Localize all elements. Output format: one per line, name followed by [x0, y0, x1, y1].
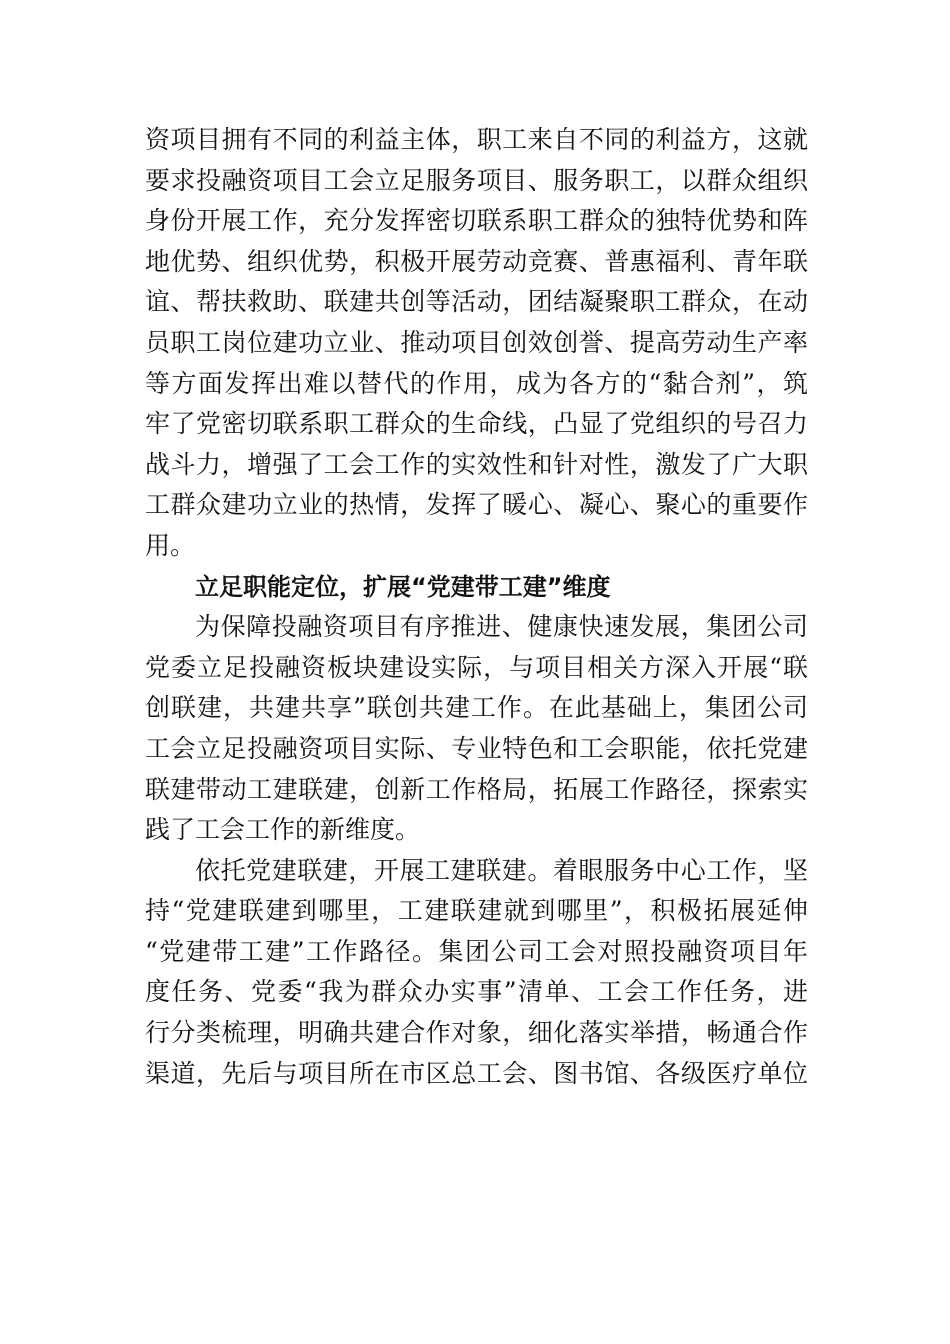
paragraph-line: 行分类梳理，明确共建合作对象，细化落实举措，畅通合作: [145, 1018, 808, 1048]
section-heading: 立足职能定位，扩展“党建带工建”维度: [195, 572, 611, 601]
paragraph-line: 持“党建联建到哪里，工建联建就到哪里”，积极拓展延伸: [145, 896, 808, 926]
paragraph-line: 资项目拥有不同的利益主体，职工来自不同的利益方，这就: [145, 125, 808, 154]
paragraph-line: 战斗力，增强了工会工作的实效性和针对性，激发了广大职: [145, 449, 808, 479]
paragraph-1: [145, 120, 808, 567]
paragraph-line: 依托党建联建，开展工建联建。着眼服务中心工作，坚: [195, 855, 808, 885]
paragraph-line: 渠道，先后与项目所在市区总工会、图书馆、各级医疗单位: [145, 1058, 808, 1088]
paragraph-line: 要求投融资项目工会立足服务项目、服务职工，以群众组织: [145, 165, 808, 195]
paragraph-line: “党建带工建”工作路径。集团公司工会对照投融资项目年: [145, 936, 808, 966]
paragraph-line: 践了工会工作的新维度。: [145, 815, 421, 845]
paragraph-line: 地优势、组织优势，积极开展劳动竞赛、普惠福利、青年联: [145, 246, 808, 276]
document-body: [145, 120, 808, 1094]
paragraph-line: 党委立足投融资板块建设实际，与项目相关方深入开展“联: [145, 652, 808, 682]
paragraph-line: 创联建，共建共享”联创共建工作。在此基础上，集团公司: [145, 693, 808, 723]
paragraph-line: 度任务、党委“我为群众办实事”清单、工会工作任务，进: [145, 977, 808, 1007]
paragraph-line: 谊、帮扶救助、联建共创等活动，团结凝聚职工群众，在动: [145, 287, 808, 317]
paragraph-line: 工会立足投融资项目实际、专业特色和工会职能，依托党建: [145, 733, 808, 763]
paragraph-line: 等方面发挥出难以替代的作用，成为各方的“黏合剂”，筑: [145, 368, 808, 398]
paragraph-3: [145, 851, 808, 1095]
paragraph-line: 员职工岗位建功立业、推动项目创效创誉、提高劳动生产率: [145, 327, 808, 357]
paragraph-line: 牢了党密切联系职工群众的生命线，凸显了党组织的号召力: [145, 409, 808, 439]
paragraph-line: 身份开展工作，充分发挥密切联系职工群众的独特优势和阵: [145, 206, 808, 236]
paragraph-line: 用。: [145, 530, 196, 560]
paragraph-line: 为保障投融资项目有序推进、健康快速发展，集团公司: [195, 612, 808, 642]
paragraph-line: 联建带动工建联建，创新工作格局，拓展工作路径，探索实: [145, 774, 808, 804]
paragraph-line: 工群众建功立业的热情，发挥了暖心、凝心、聚心的重要作: [145, 490, 808, 520]
paragraph-2: [145, 607, 808, 851]
